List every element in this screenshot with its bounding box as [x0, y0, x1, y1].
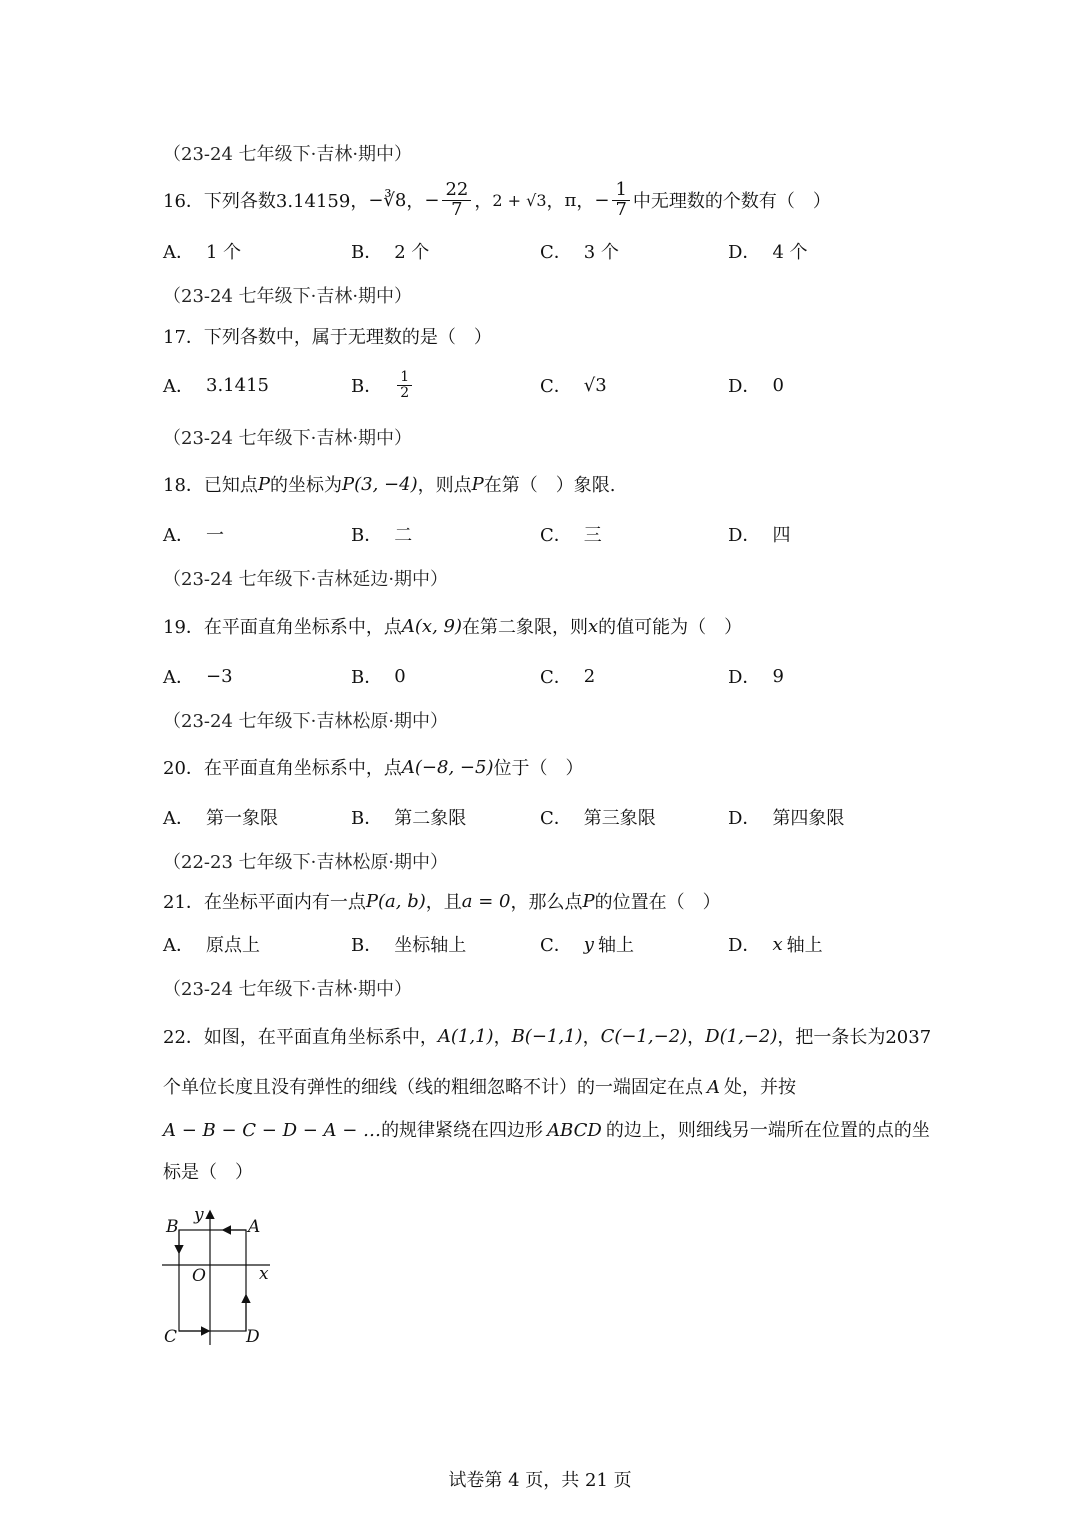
q20-stem-a: 20．在平面直角坐标系中，点	[163, 758, 402, 779]
q21-stem	[163, 887, 721, 915]
q18-stem	[163, 470, 615, 498]
q22-line1	[163, 1022, 931, 1050]
q22-line2	[163, 1073, 796, 1099]
q16-sep2: ，	[474, 191, 493, 212]
frac-den: 2	[400, 384, 410, 401]
option-text: 2	[583, 665, 596, 687]
option-label: C．	[540, 242, 572, 263]
option-label: A．	[163, 808, 194, 829]
q22-line2-b: 处，并按	[724, 1077, 796, 1098]
option-text: 第二象限	[394, 808, 467, 829]
option-text: 一	[206, 525, 224, 546]
q19-coord: A(x, 9)	[401, 615, 462, 637]
option-label: C．	[540, 808, 572, 829]
q22-line3-c: 的边上，则细线另一端所在位置的点的坐	[605, 1120, 930, 1141]
q17-option-b-frac	[397, 370, 412, 400]
q21-source: （22-23 七年级下·吉林松原·期中）	[163, 852, 449, 873]
q18-option-b[interactable]	[351, 519, 412, 549]
option-text: 3.1415	[206, 374, 269, 396]
q20-source: （23-24 七年级下·吉林松原·期中）	[163, 711, 449, 732]
q16-sqrt-expr: 2 + √3	[492, 190, 547, 210]
option-label: B．	[351, 242, 383, 263]
q20-option-d[interactable]	[728, 802, 844, 832]
option-label: A．	[163, 242, 194, 263]
option-label: B．	[351, 525, 383, 546]
q16-frac2-sign: −	[594, 189, 610, 211]
q16-frac1-den: 7	[451, 198, 463, 220]
q16-frac2-num: 1	[612, 181, 629, 201]
q16-stem	[163, 178, 831, 222]
q18-option-d[interactable]	[728, 519, 790, 549]
q16-options	[163, 236, 923, 266]
q21-option-c[interactable]	[540, 929, 634, 959]
q21-var-p: P	[582, 890, 595, 912]
label-a: A	[248, 1217, 261, 1237]
label-c: C	[164, 1327, 178, 1347]
q18-options	[163, 519, 923, 549]
option-label: D．	[728, 667, 761, 688]
option-text: 第一象限	[206, 808, 278, 829]
q19-source: （23-24 七年级下·吉林延边·期中）	[163, 569, 449, 590]
q18-var-p: P	[257, 473, 271, 495]
q21-cond: a = 0	[461, 890, 511, 912]
q21-option-d[interactable]	[728, 929, 823, 959]
option-var: x	[772, 933, 783, 955]
q21-option-a[interactable]	[163, 929, 260, 959]
q17-option-a[interactable]	[163, 370, 269, 400]
option-label: B．	[351, 808, 383, 829]
option-text: 0	[394, 665, 406, 687]
q22-point-b: B(−1,1)	[511, 1025, 583, 1047]
q18-coord: P(3, −4)	[342, 473, 418, 495]
q21-stem-c: ，那么点	[510, 892, 583, 913]
option-label: C．	[540, 935, 572, 956]
q22-point-c: C(−1,−2)	[600, 1025, 688, 1047]
q22-line3-b: 的规律紧绕在四边形	[381, 1120, 544, 1141]
q19-stem	[163, 612, 742, 640]
label-b: B	[166, 1217, 179, 1237]
q16-source: （23-24 七年级下·吉林·期中）	[163, 144, 413, 165]
q19-option-d[interactable]	[728, 661, 784, 691]
label-y: y	[194, 1205, 204, 1225]
q21-option-b[interactable]	[351, 929, 466, 959]
q22-line1-a: 22．如图，在平面直角坐标系中，	[163, 1027, 438, 1048]
option-text: 轴上	[597, 935, 634, 956]
rectangle-abcd	[179, 1230, 246, 1331]
label-d: D	[246, 1327, 260, 1347]
label-x: x	[259, 1264, 269, 1284]
q21-stem-d: 的位置在（ ）	[594, 892, 721, 913]
q18-option-c[interactable]	[540, 519, 602, 549]
option-text: 轴上	[786, 935, 823, 956]
option-text: 三	[583, 525, 602, 546]
q16-frac2-den: 7	[615, 198, 627, 220]
q16-option-d[interactable]	[728, 236, 808, 266]
q16-sep4: ，	[576, 191, 595, 212]
q22-quad: ABCD	[547, 1120, 602, 1141]
q16-option-c[interactable]	[540, 236, 619, 266]
q16-option-b[interactable]	[351, 236, 429, 266]
q19-options	[163, 661, 923, 691]
q20-option-b[interactable]	[351, 802, 466, 832]
q18-stem-a: 18．已知点	[163, 475, 258, 496]
q20-coord: A(−8, −5)	[401, 756, 494, 778]
option-label: A．	[163, 935, 194, 956]
option-label: A．	[163, 667, 194, 688]
q16-option-a[interactable]	[163, 236, 241, 266]
q21-stem-b: ，且	[425, 892, 462, 913]
option-label: D．	[728, 935, 761, 956]
q22-line2-a: 个单位长度且没有弹性的细线（线的粗细忽略不计）的一端固定在点	[163, 1077, 703, 1098]
option-label: B．	[351, 935, 383, 956]
page-footer: 试卷第 4 页，共 21 页	[448, 1470, 632, 1491]
q18-stem-b: 的坐标为	[270, 475, 343, 496]
option-label: B．	[351, 376, 383, 397]
q17-option-c[interactable]	[540, 370, 607, 400]
q21-coord: P(a, b)	[365, 890, 426, 912]
option-text: 0	[772, 374, 784, 396]
q17-option-b[interactable]	[351, 370, 415, 400]
option-text: 1 个	[206, 242, 242, 263]
q19-option-c[interactable]	[540, 661, 595, 691]
q19-stem-a: 19．在平面直角坐标系中，点	[163, 617, 402, 638]
option-label: D．	[728, 242, 761, 263]
q22-comma: ，	[582, 1027, 601, 1048]
option-text: 二	[394, 525, 413, 546]
option-text: 第三象限	[583, 808, 656, 829]
option-text: 四	[772, 525, 791, 546]
q22-comma: ，	[493, 1027, 512, 1048]
q22-point-a: A(1,1)	[437, 1025, 494, 1047]
q20-option-c[interactable]	[540, 802, 656, 832]
q18-option-a[interactable]	[163, 519, 224, 549]
q17-option-d[interactable]	[728, 370, 784, 400]
q16-cbrt: −∛8	[368, 189, 407, 211]
q18-source: （23-24 七年级下·吉林·期中）	[163, 428, 413, 449]
q22-point-d: D(1,−2)	[705, 1025, 778, 1047]
q19-var-x: x	[588, 615, 599, 637]
q22-comma: ，	[687, 1027, 706, 1048]
q22-figure	[150, 1200, 290, 1350]
q17-options	[163, 370, 923, 400]
option-text: 3 个	[583, 242, 619, 263]
q22-line2-var: A	[707, 1077, 720, 1098]
option-text: 4 个	[772, 242, 808, 263]
q22-line3	[163, 1116, 930, 1142]
option-text: 原点上	[206, 935, 260, 956]
q19-option-a[interactable]	[163, 661, 233, 691]
option-text: −3	[206, 665, 233, 687]
option-label: A．	[163, 525, 194, 546]
q19-option-b[interactable]	[351, 661, 406, 691]
q16-stem-a: 16．下列各数3.14159，	[163, 191, 369, 212]
q16-sep1: ，	[406, 191, 425, 212]
q22-line1-b: ，把一条长为2037	[777, 1027, 932, 1048]
option-label: C．	[540, 376, 572, 397]
option-label: D．	[728, 808, 761, 829]
q18-var-p2: P	[471, 473, 484, 495]
q21-options	[163, 929, 923, 959]
q17-stem: 17．下列各数中，属于无理数的是（ ）	[163, 327, 492, 348]
frac-num: 1	[397, 370, 412, 386]
option-text: 坐标轴上	[394, 935, 467, 956]
option-text: 第四象限	[772, 808, 845, 829]
q16-stem-b: 中无理数的个数有（ ）	[632, 191, 831, 212]
q20-stem-b: 位于（ ）	[493, 758, 584, 779]
q21-stem-a: 21．在坐标平面内有一点	[163, 892, 366, 913]
q16-frac1-sign: −	[424, 189, 440, 211]
option-var: y	[583, 933, 594, 955]
option-label: C．	[540, 525, 572, 546]
q16-frac1-num: 22	[442, 181, 471, 201]
q22-source: （23-24 七年级下·吉林·期中）	[163, 979, 413, 1000]
option-label: C．	[540, 667, 572, 688]
q20-stem	[163, 753, 583, 781]
q22-line4: 标是（ ）	[163, 1162, 253, 1183]
q22-path: A − B − C − D − A − …	[163, 1120, 382, 1141]
q18-stem-c: ，则点	[417, 475, 472, 496]
option-label: D．	[728, 376, 761, 397]
option-label: A．	[163, 376, 194, 397]
q16-frac1	[442, 178, 471, 220]
q20-options	[163, 802, 923, 832]
q17-source: （23-24 七年级下·吉林·期中）	[163, 286, 413, 307]
option-label: B．	[351, 667, 383, 688]
q19-stem-c: 的值可能为（ ）	[598, 617, 743, 638]
q16-frac2	[612, 178, 629, 220]
q18-stem-d: 在第（ ）象限.	[483, 475, 616, 496]
q16-pi: π	[564, 189, 577, 211]
label-o: O	[192, 1266, 206, 1286]
option-text: 2 个	[394, 242, 430, 263]
option-text: 9	[772, 665, 784, 687]
q16-sep3: ，	[546, 191, 565, 212]
q19-stem-b: 在第二象限，则	[462, 617, 588, 638]
option-label: D．	[728, 525, 761, 546]
option-text: √3	[583, 374, 607, 396]
q20-option-a[interactable]	[163, 802, 278, 832]
